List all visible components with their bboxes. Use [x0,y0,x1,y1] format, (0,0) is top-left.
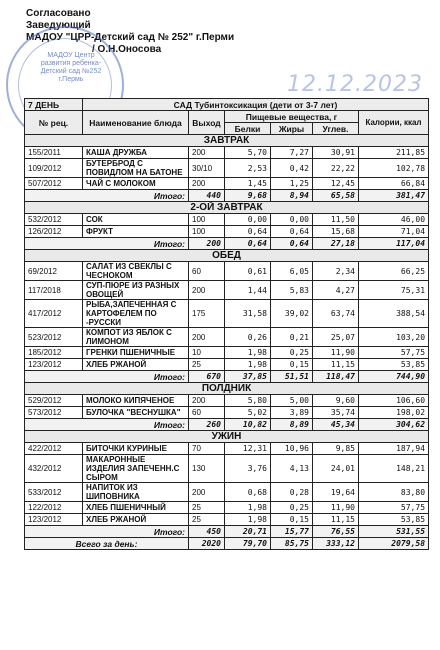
dish-row [25,347,429,359]
col-code-header: № рец. [25,111,83,135]
dish-yield: 60 [189,407,225,419]
dish-kcal: 103,20 [359,328,429,347]
dish-row [25,147,429,159]
dish-protein: 5,70 [225,147,271,159]
dish-name: СУП-ПЮРЕ ИЗ РАЗНЫХ ОВОЩЕЙ [83,281,189,300]
dish-code: 185/2012 [25,347,83,359]
stamp-text: МАДОУ Центр развития ребенка-Детский сад №252 г.Пермь [40,52,102,83]
section-total-fat: 15,77 [271,526,313,538]
meal-section-header [25,431,429,443]
dish-fat: 0,64 [271,226,313,238]
section-total-yield: 450 [189,526,225,538]
dish-fat: 4,13 [271,455,313,483]
dish-fat: 6,05 [271,262,313,281]
dish-yield: 10 [189,347,225,359]
dish-carb: 12,45 [313,178,359,190]
section-total-carb: 27,18 [313,238,359,250]
dish-code: 109/2012 [25,159,83,178]
dish-fat: 0,25 [271,347,313,359]
section-total-kcal: 304,62 [359,419,429,431]
dish-yield: 175 [189,300,225,328]
dish-code: 155/2011 [25,147,83,159]
organization-name: МАДОУ "ЦРР-Детский сад № 252" г.Перми [26,32,235,43]
dish-name: ХЛЕБ РЖАНОЙ [83,359,189,371]
dish-code: 417/2012 [25,300,83,328]
dish-fat: 0,21 [271,328,313,347]
dish-fat: 1,25 [271,178,313,190]
dish-yield: 30/10 [189,159,225,178]
dish-name: ХЛЕБ РЖАНОЙ [83,514,189,526]
col-name-header: Наименование блюда [83,111,189,135]
dish-row [25,395,429,407]
dish-protein: 2,53 [225,159,271,178]
dish-kcal: 102,78 [359,159,429,178]
section-total-yield: 440 [189,190,225,202]
section-total-label: Итого: [25,190,189,202]
dish-kcal: 53,85 [359,359,429,371]
section-total-yield: 200 [189,238,225,250]
dish-code: 529/2012 [25,395,83,407]
dish-carb: 25,07 [313,328,359,347]
day-total-protein: 79,70 [225,538,271,550]
section-total-fat: 51,51 [271,371,313,383]
dish-fat: 0,00 [271,214,313,226]
dish-name: ФРУКТ [83,226,189,238]
col-yield-header: Выход [189,111,225,135]
meal-section-header [25,250,429,262]
meal-section-header [25,383,429,395]
section-total-fat: 8,89 [271,419,313,431]
dish-code: 123/2012 [25,359,83,371]
dish-yield: 100 [189,214,225,226]
dish-fat: 0,42 [271,159,313,178]
dish-protein: 12,31 [225,443,271,455]
day-total-kcal: 2079,58 [359,538,429,550]
dish-row [25,483,429,502]
dish-kcal: 75,31 [359,281,429,300]
group-label: САД Тубинтоксикация (дети от 3-7 лет) [83,99,429,111]
dish-code: 117/2018 [25,281,83,300]
dish-fat: 0,15 [271,514,313,526]
dish-yield: 100 [189,226,225,238]
dish-carb: 11,50 [313,214,359,226]
dish-name: МОЛОКО КИПЯЧЕНОЕ [83,395,189,407]
dish-yield: 70 [189,443,225,455]
dish-code: 126/2012 [25,226,83,238]
section-total-carb: 118,47 [313,371,359,383]
dish-carb: 24,01 [313,455,359,483]
section-total-protein: 9,68 [225,190,271,202]
dish-protein: 0,68 [225,483,271,502]
dish-protein: 1,45 [225,178,271,190]
dish-row [25,226,429,238]
dish-kcal: 66,25 [359,262,429,281]
section-total-kcal: 117,04 [359,238,429,250]
dish-protein: 1,98 [225,359,271,371]
dish-yield: 200 [189,395,225,407]
dish-kcal: 106,60 [359,395,429,407]
dish-carb: 11,15 [313,359,359,371]
section-total-carb: 65,58 [313,190,359,202]
dish-name: КАША ДРУЖБА [83,147,189,159]
dish-fat: 3,89 [271,407,313,419]
head-label: Заведующий [26,20,91,31]
section-total-row [25,238,429,250]
dish-kcal: 83,80 [359,483,429,502]
meal-section-title: ПОЛДНИК [25,383,429,395]
dish-kcal: 187,94 [359,443,429,455]
section-total-label: Итого: [25,526,189,538]
dish-row [25,159,429,178]
dish-yield: 200 [189,147,225,159]
day-total-row [25,538,429,550]
section-total-protein: 0,64 [225,238,271,250]
dish-yield: 200 [189,281,225,300]
dish-carb: 11,90 [313,347,359,359]
dish-protein: 31,58 [225,300,271,328]
dish-carb: 22,22 [313,159,359,178]
dish-fat: 0,28 [271,483,313,502]
dish-protein: 0,64 [225,226,271,238]
dish-protein: 3,76 [225,455,271,483]
dish-code: 573/2012 [25,407,83,419]
dish-name: КОМПОТ ИЗ ЯБЛОК С ЛИМОНОМ [83,328,189,347]
dish-yield: 200 [189,178,225,190]
meal-section-title: ЗАВТРАК [25,135,429,147]
dish-name: НАПИТОК ИЗ ШИПОВНИКА [83,483,189,502]
dish-row [25,502,429,514]
dish-carb: 9,85 [313,443,359,455]
section-total-protein: 10,82 [225,419,271,431]
dish-carb: 15,68 [313,226,359,238]
dish-code: 432/2012 [25,455,83,483]
dish-protein: 1,98 [225,514,271,526]
dish-protein: 1,44 [225,281,271,300]
meal-section-title: 2-ОЙ ЗАВТРАК [25,202,429,214]
dish-yield: 25 [189,359,225,371]
dish-protein: 1,98 [225,502,271,514]
section-total-yield: 670 [189,371,225,383]
dish-protein: 0,00 [225,214,271,226]
dish-code: 69/2012 [25,262,83,281]
section-total-fat: 8,94 [271,190,313,202]
dish-kcal: 46,00 [359,214,429,226]
dish-kcal: 211,85 [359,147,429,159]
dish-fat: 7,27 [271,147,313,159]
dish-carb: 19,64 [313,483,359,502]
dish-yield: 60 [189,262,225,281]
menu-body [25,135,429,538]
dish-yield: 25 [189,514,225,526]
dish-row [25,214,429,226]
dish-row [25,300,429,328]
dish-name: ГРЕНКИ ПШЕНИЧНЫЕ [83,347,189,359]
dish-yield: 25 [189,502,225,514]
dish-code: 122/2012 [25,502,83,514]
section-total-carb: 76,55 [313,526,359,538]
menu-table [24,98,429,550]
section-total-row [25,371,429,383]
day-total-carb: 333,12 [313,538,359,550]
section-total-kcal: 744,90 [359,371,429,383]
col-fat-header: Жиры [271,123,313,135]
dish-code: 533/2012 [25,483,83,502]
section-total-row [25,526,429,538]
dish-carb: 30,91 [313,147,359,159]
section-total-carb: 45,34 [313,419,359,431]
dish-name: ЧАЙ С МОЛОКОМ [83,178,189,190]
dish-code: 422/2012 [25,443,83,455]
dish-yield: 130 [189,455,225,483]
meal-section-header [25,135,429,147]
dish-carb: 4,27 [313,281,359,300]
day-total-label: Всего за день: [25,538,189,550]
dish-protein: 5,80 [225,395,271,407]
section-total-kcal: 381,47 [359,190,429,202]
dish-row [25,178,429,190]
dish-row [25,407,429,419]
dish-fat: 10,96 [271,443,313,455]
col-kcal-header: Калории, ккал [359,111,429,135]
dish-row [25,443,429,455]
dish-protein: 0,26 [225,328,271,347]
dish-carb: 9,60 [313,395,359,407]
signature-line: / О.Н.Оносова [92,44,162,55]
dish-row [25,262,429,281]
section-total-label: Итого: [25,419,189,431]
dish-name: МАКАРОННЫЕ ИЗДЕЛИЯ ЗАПЕЧЕНН.С СЫРОМ [83,455,189,483]
meal-section-header [25,202,429,214]
dish-kcal: 66,84 [359,178,429,190]
approved-label: Согласовано [26,8,91,19]
section-total-row [25,190,429,202]
dish-code: 523/2012 [25,328,83,347]
dish-carb: 2,34 [313,262,359,281]
section-total-kcal: 531,55 [359,526,429,538]
day-label: 7 ДЕНЬ [25,99,83,111]
dish-row [25,281,429,300]
dish-kcal: 148,21 [359,455,429,483]
dish-carb: 35,74 [313,407,359,419]
col-protein-header: Белки [225,123,271,135]
dish-name: БУЛОЧКА "ВЕСНУШКА" [83,407,189,419]
dish-row [25,328,429,347]
dish-row [25,514,429,526]
dish-name: САЛАТ ИЗ СВЕКЛЫ С ЧЕСНОКОМ [83,262,189,281]
dish-yield: 200 [189,328,225,347]
dish-carb: 11,15 [313,514,359,526]
dish-code: 507/2012 [25,178,83,190]
dish-fat: 0,25 [271,502,313,514]
dish-fat: 5,00 [271,395,313,407]
dish-row [25,455,429,483]
section-total-protein: 37,85 [225,371,271,383]
dish-name: СОК [83,214,189,226]
dish-name: РЫБА,ЗАПЕЧЕННАЯ С КАРТОФЕЛЕМ ПО -РУССКИ [83,300,189,328]
section-total-label: Итого: [25,371,189,383]
section-total-fat: 0,64 [271,238,313,250]
dish-kcal: 57,75 [359,347,429,359]
meal-section-title: ОБЕД [25,250,429,262]
dish-protein: 1,98 [225,347,271,359]
dish-fat: 5,83 [271,281,313,300]
col-nutrients-header: Пищевые вещества, г [225,111,359,123]
dish-carb: 63,74 [313,300,359,328]
section-total-protein: 20,71 [225,526,271,538]
menu-date: 12.12.2023 [287,72,423,97]
dish-name: БУТЕРБРОД С ПОВИДЛОМ НА БАТОНЕ [83,159,189,178]
dish-name: БИТОЧКИ КУРИНЫЕ [83,443,189,455]
section-total-label: Итого: [25,238,189,250]
dish-fat: 0,15 [271,359,313,371]
dish-code: 532/2012 [25,214,83,226]
dish-fat: 39,02 [271,300,313,328]
day-total-yield: 2020 [189,538,225,550]
dish-code: 123/2012 [25,514,83,526]
dish-protein: 0,61 [225,262,271,281]
dish-kcal: 198,02 [359,407,429,419]
day-total-fat: 85,75 [271,538,313,550]
meal-section-title: УЖИН [25,431,429,443]
section-total-row [25,419,429,431]
dish-kcal: 388,54 [359,300,429,328]
dish-kcal: 71,04 [359,226,429,238]
dish-protein: 5,02 [225,407,271,419]
dish-yield: 200 [189,483,225,502]
dish-row [25,359,429,371]
dish-kcal: 57,75 [359,502,429,514]
dish-name: ХЛЕБ ПШЕНИЧНЫЙ [83,502,189,514]
col-carb-header: Углев. [313,123,359,135]
section-total-yield: 260 [189,419,225,431]
dish-kcal: 53,85 [359,514,429,526]
dish-carb: 11,90 [313,502,359,514]
